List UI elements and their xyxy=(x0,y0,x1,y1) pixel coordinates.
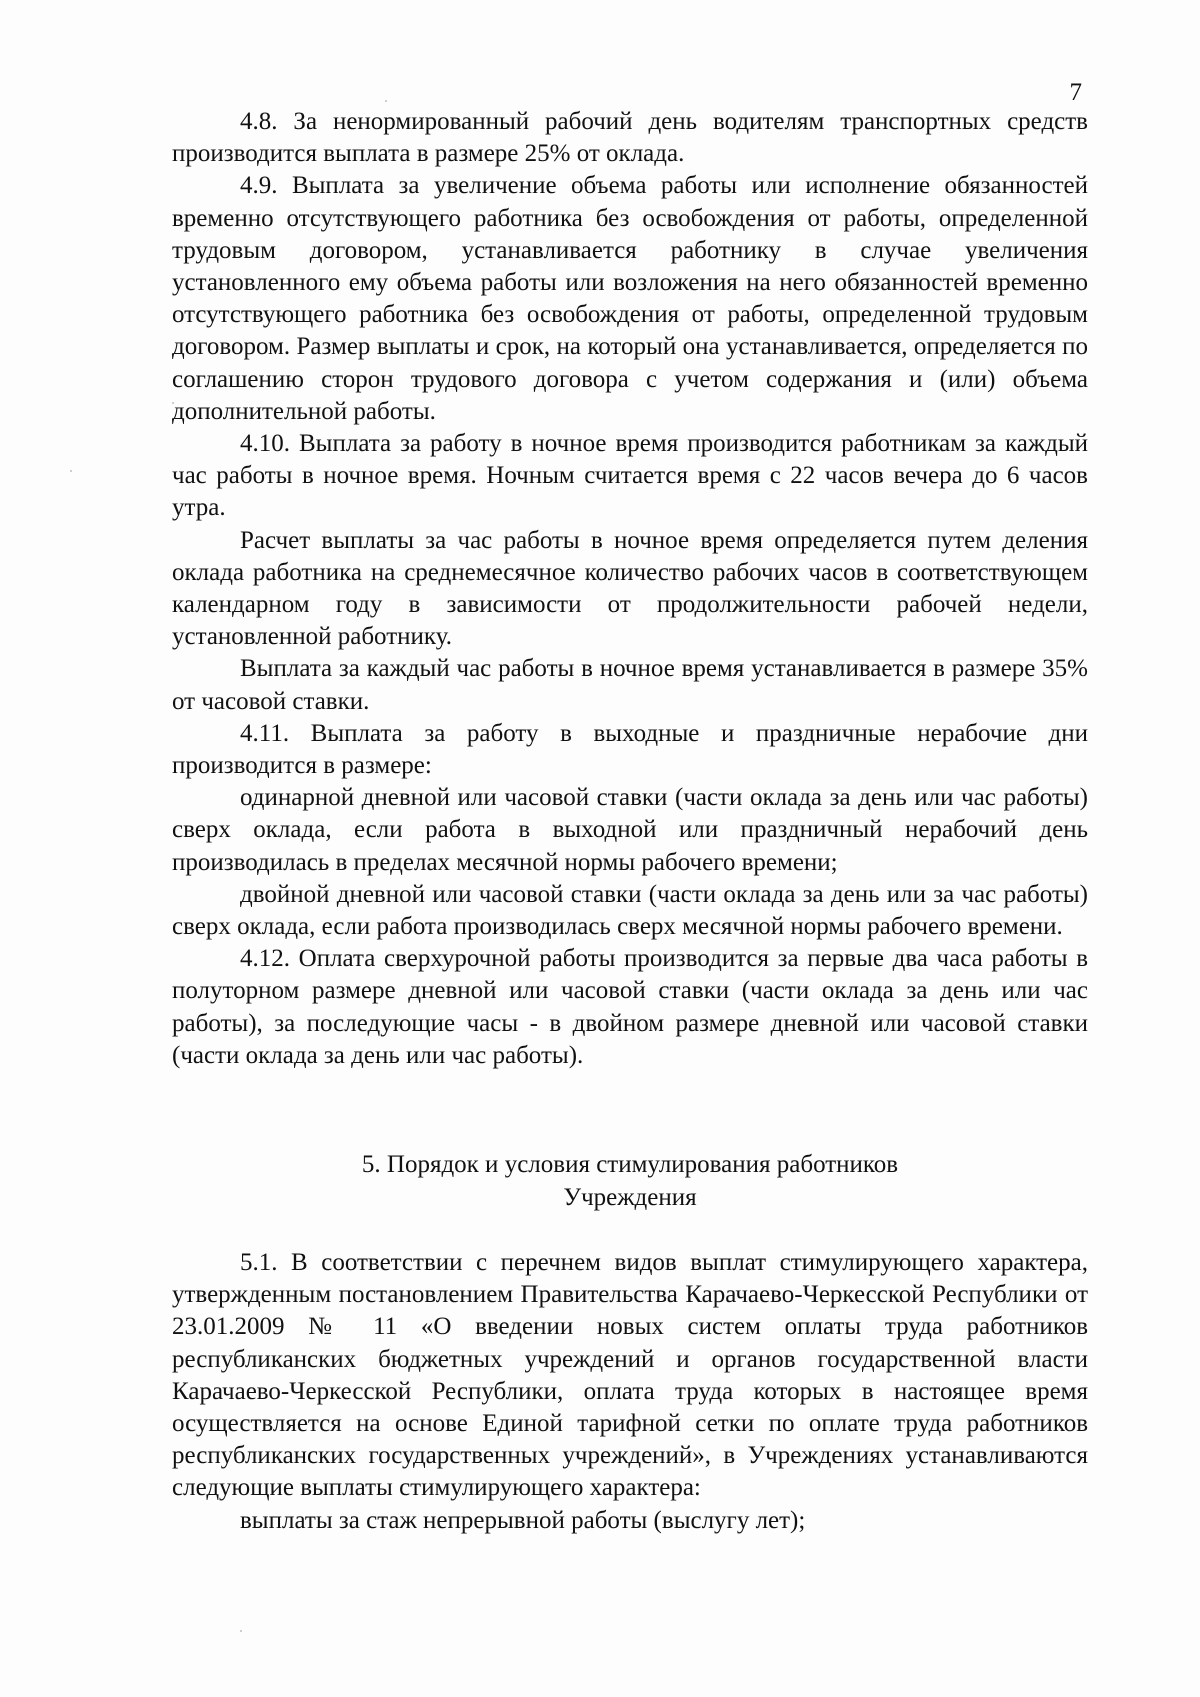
paragraph-4-12: 4.12. Оплата сверхурочной работы производится за первые два часа работы в полуторном размере дневной или часовой ставки (части оклада за день или час работы), за последующие часы - в двойном размере дневной или часовой ставки (части оклада за день или час работы). xyxy=(172,945,1088,1069)
section-5-heading xyxy=(172,1149,1088,1214)
scan-speck xyxy=(240,1630,242,1632)
paragraph-night-calculation: Расчет выплаты за час работы в ночное время определяется путем деления оклада работника на среднемесячное количество рабочих часов в соответствующем календарном году в зависимости от продолжительности рабочей недели, установленной работнику. xyxy=(172,526,1088,651)
paragraph-double-rate: двойной дневной или часовой ставки (части оклада за день или за час работы) сверх оклада, если работа производилась сверх месячной нормы рабочего времени. xyxy=(172,880,1088,941)
paragraph-4-10: 4.10. Выплата за работу в ночное время производится работникам за каждый час работы в ночное время. Ночным считается время с 22 часов вечера до 6 часов утра. xyxy=(172,430,1088,522)
paragraph-4-9: 4.9. Выплата за увеличение объема работы или исполнение обязанностей временно отсутствующего работника без освобождения от работы, определенной трудовым договором, устанавливается работнику в случае увеличения установленного ему объема работы или возложения на него обязанностей временно отсутствующего работника без освобождения от работы, определенной трудовым договором. Размер выплаты и срок, на который она устанавливается, определяется по соглашению сторон трудового договора с учетом содержания и (или) объема дополнительной работы. xyxy=(172,172,1088,425)
scan-speck xyxy=(385,100,387,102)
page-number: 7 xyxy=(1069,79,1082,106)
section-5-heading-line2: Учреждения xyxy=(563,1183,697,1211)
paragraph-4-8: 4.8. За ненормированный рабочий день водителям транспортных средств производится выплата в размере 25% от оклада. xyxy=(172,108,1088,168)
section-5-body xyxy=(172,1247,1088,1537)
paragraph-seniority-payments: выплаты за стаж непрерывной работы (выслугу лет); xyxy=(240,1506,806,1534)
paragraph-4-11: 4.11. Выплата за работу в выходные и праздничные нерабочие дни производится в размере: xyxy=(172,719,1088,780)
section-5-heading-line1: 5. Порядок и условия стимулирования работников xyxy=(361,1151,899,1178)
scan-speck xyxy=(70,470,72,472)
paragraph-night-rate: Выплата за каждый час работы в ночное время устанавливается в размере 35% от часовой ставки. xyxy=(172,655,1088,715)
paragraph-single-rate: одинарной дневной или часовой ставки (части оклада за день или час работы) сверх оклада, если работа в выходной или праздничный нерабочий день производилась в пределах месячной нормы рабочего времени; xyxy=(172,784,1088,876)
paragraph-5-1: 5.1. В соответствии с перечнем видов выплат стимулирующего характера, утвержденным постановлением Правительства Карачаево-Черкесской Республики от 23.01.2009 № 11 «О введении новых систем оплаты труда работников республиканских бюджетных учреждений и органов государственной власти Карачаево-Черкесской Республики, оплата труда которых в настоящее время осуществляется на основе Единой тарифной сетки по оплате труда работников республиканских государственных учреждений», в Учреждениях устанавливаются следующие выплаты стимулирующего характера: xyxy=(172,1249,1088,1502)
section-4-body xyxy=(172,106,1088,1072)
